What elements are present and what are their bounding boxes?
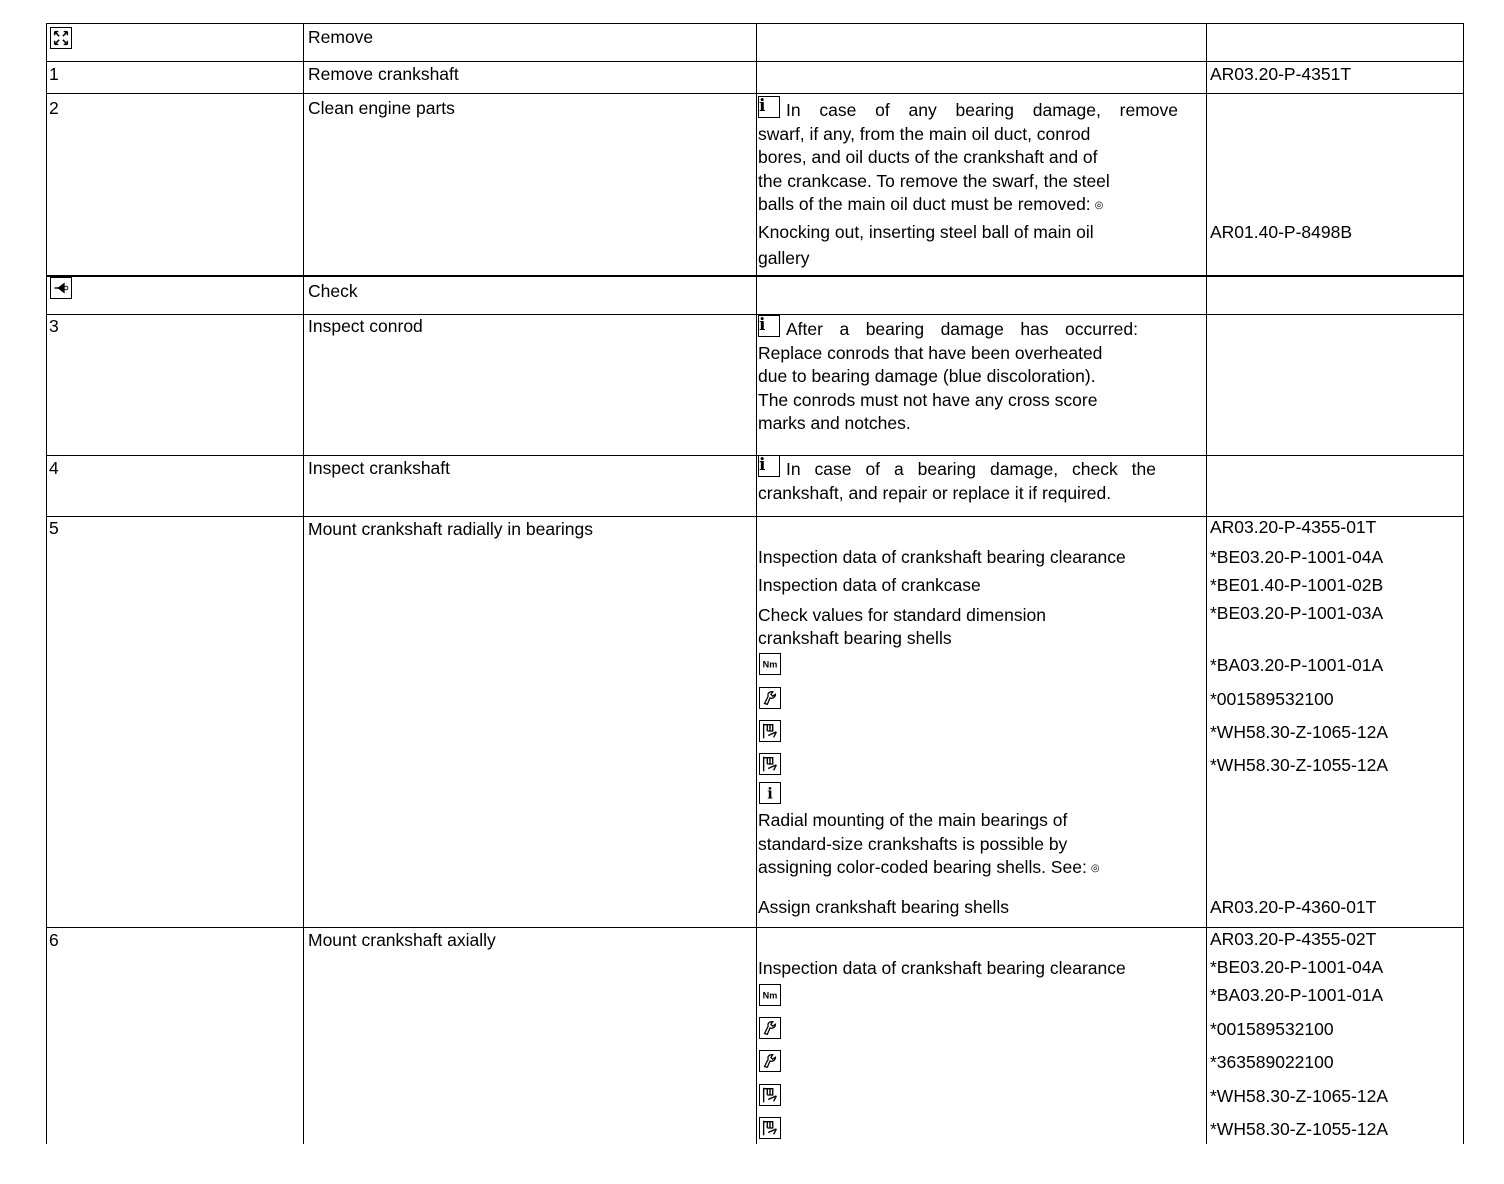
info-note (758, 96, 1178, 217)
step-label: Inspect conrod (308, 316, 423, 336)
reference-link[interactable]: *001589532100 (1210, 1019, 1334, 1039)
step-number: 2 (49, 98, 59, 118)
reference-link[interactable]: *WH58.30-Z-1055-12A (1210, 1119, 1388, 1139)
svg-text:Nm: Nm (762, 659, 778, 670)
step-number: 1 (49, 64, 59, 84)
reference-link[interactable]: AR01.40-P-8498B (1210, 222, 1353, 242)
note-line: Replace conrods that have been overheated (758, 342, 1103, 363)
step-label: Inspect crankshaft (308, 458, 451, 478)
special-tool-icon (759, 1017, 781, 1039)
step-label: Mount crankshaft axially (308, 930, 496, 950)
note-line: balls of the main oil duct must be removed: (758, 194, 1091, 214)
link-text[interactable]: Inspection data of crankcase (758, 575, 981, 595)
note-line: In case of a bearing damage, check the (786, 459, 1156, 479)
remove-step-icon (50, 27, 72, 49)
note-line: swarf, if any, from the main oil duct, conrod (758, 123, 1091, 144)
note-line: bores, and oil ducts of the crankshaft and of (758, 147, 1098, 167)
reference-link[interactable]: *363589022100 (1210, 1052, 1334, 1072)
note-line: standard-size crankshafts is possible by (758, 833, 1068, 854)
step-label: Mount crankshaft radially in bearings (308, 519, 594, 539)
workshop-equipment-icon (759, 753, 781, 775)
info-icon (758, 315, 780, 337)
note-line: due to bearing damage (blue discoloration). (758, 366, 1096, 386)
info-icon (758, 96, 780, 118)
note-line: marks and notches. (758, 413, 911, 433)
row-divider (47, 93, 1463, 94)
torque-nm-icon (759, 653, 781, 675)
step-number: 3 (49, 316, 59, 336)
link-text[interactable]: gallery (758, 248, 810, 268)
row-divider (47, 275, 1463, 277)
row-divider (47, 61, 1463, 62)
step-label: Clean engine parts (308, 98, 455, 118)
reference-link[interactable]: *BE03.20-P-1001-04A (1210, 957, 1384, 977)
step-label: Remove crankshaft (308, 64, 459, 84)
column-divider (303, 24, 304, 1144)
reference-link[interactable]: AR03.20-P-4360-01T (1210, 897, 1377, 917)
link-text[interactable]: Assign crankshaft bearing shells (758, 897, 1009, 917)
reference-arrow-icon: ◎ (1090, 862, 1100, 874)
step-number: 5 (49, 518, 59, 538)
torque-nm-icon (759, 984, 781, 1006)
check-step-icon (50, 277, 72, 299)
reference-link[interactable]: *001589532100 (1210, 689, 1334, 709)
reference-link[interactable]: *WH58.30-Z-1055-12A (1210, 755, 1388, 775)
reference-link[interactable]: AR03.20-P-4355-02T (1210, 929, 1377, 949)
column-divider (756, 24, 757, 1144)
note-line: In case of any bearing damage, remove (786, 100, 1178, 120)
svg-text:Nm: Nm (762, 990, 778, 1001)
info-note (758, 809, 1170, 880)
svg-text:i: i (767, 785, 773, 803)
reference-link[interactable]: *BA03.20-P-1001-01A (1210, 985, 1384, 1005)
workshop-equipment-icon (759, 720, 781, 742)
reference-arrow-icon: ◎ (1094, 199, 1104, 211)
reference-link[interactable]: *BE03.20-P-1001-04A (1210, 547, 1384, 567)
note-line: assigning color-coded bearing shells. See: (758, 857, 1087, 877)
note-line: Radial mounting of the main bearings of (758, 810, 1068, 830)
info-icon (759, 782, 781, 804)
note-line: the crankcase. To remove the swarf, the steel (758, 170, 1110, 191)
reference-link[interactable]: *WH58.30-Z-1065-12A (1210, 1086, 1388, 1106)
link-text[interactable]: Knocking out, inserting steel ball of main oil (758, 222, 1094, 242)
note-line: crankshaft, and repair or replace it if required. (758, 482, 1112, 503)
link-text[interactable]: Inspection data of crankshaft bearing clearance (758, 958, 1126, 978)
info-note (758, 315, 1138, 436)
info-note (758, 455, 1156, 505)
note-line: The conrods must not have any cross score (758, 389, 1098, 410)
section-title-remove: Remove (308, 27, 374, 47)
reference-link[interactable]: AR03.20-P-4355-01T (1210, 517, 1377, 537)
section-title-check: Check (308, 281, 358, 301)
info-icon (758, 455, 780, 477)
special-tool-icon (759, 1050, 781, 1072)
workshop-equipment-icon (759, 1084, 781, 1106)
row-divider (47, 455, 1463, 456)
link-text[interactable]: Check values for standard dimension (758, 605, 1046, 625)
column-divider (1206, 24, 1207, 1144)
note-line: After a bearing damage has occurred: (786, 319, 1138, 339)
reference-link[interactable]: *BE01.40-P-1001-02B (1210, 575, 1384, 595)
reference-link[interactable]: *WH58.30-Z-1065-12A (1210, 722, 1388, 742)
link-text[interactable]: crankshaft bearing shells (758, 628, 952, 648)
link-text[interactable]: Inspection data of crankshaft bearing clearance (758, 547, 1126, 567)
special-tool-icon (759, 687, 781, 709)
step-number: 6 (49, 930, 59, 950)
reference-link[interactable]: *BA03.20-P-1001-01A (1210, 655, 1384, 675)
reference-link[interactable]: *BE03.20-P-1001-03A (1210, 603, 1384, 623)
reference-link[interactable]: AR03.20-P-4351T (1210, 64, 1352, 84)
row-divider (47, 314, 1463, 315)
step-number: 4 (49, 458, 59, 478)
workshop-equipment-icon (759, 1117, 781, 1139)
